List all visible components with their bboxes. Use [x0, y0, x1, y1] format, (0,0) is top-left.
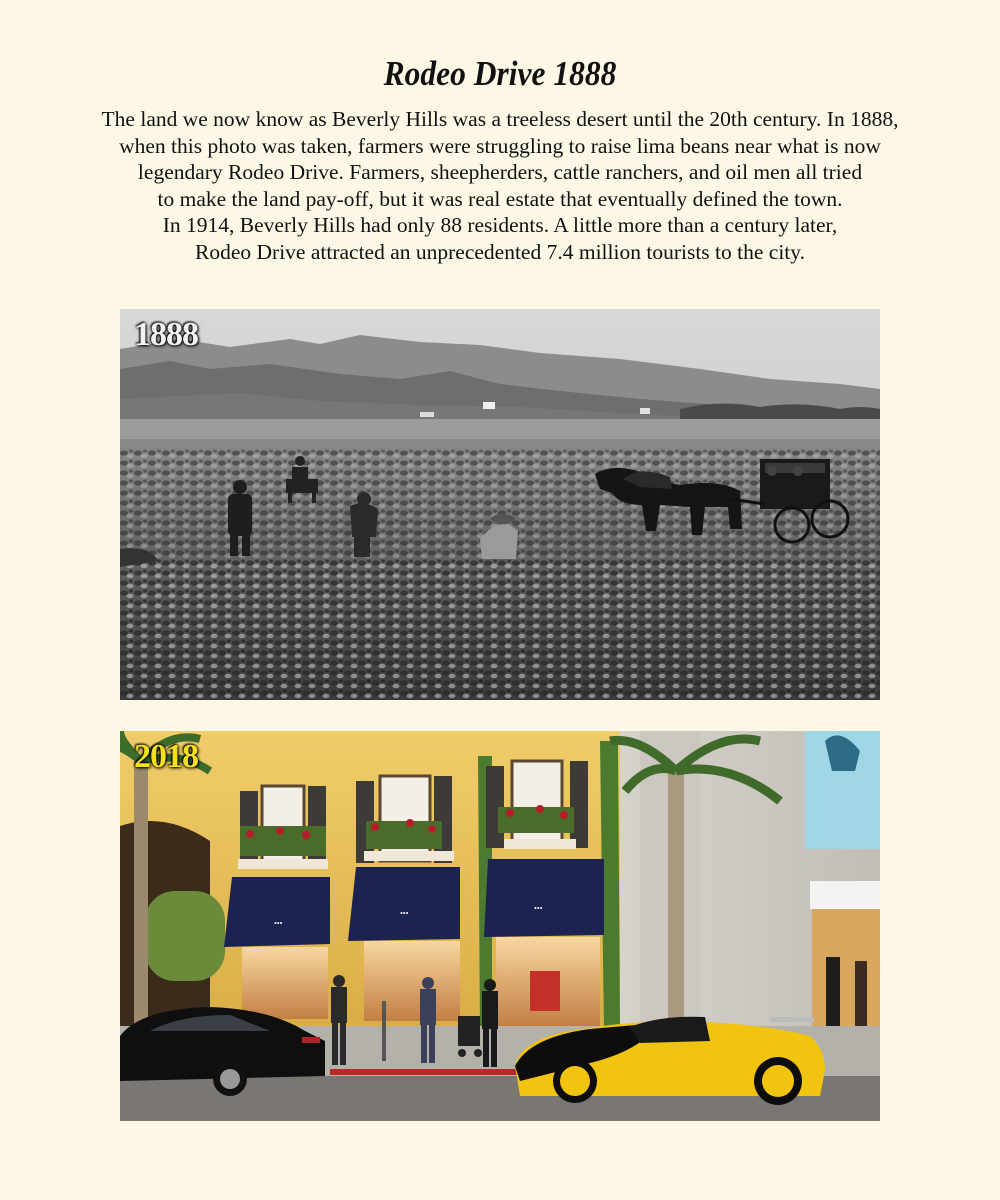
svg-text:•••: ••• [274, 919, 283, 928]
intro-line: Rodeo Drive attracted an unprecedented 7.4 million tourists to the city. [195, 239, 805, 264]
intro-line: legendary Rodeo Drive. Farmers, sheepherders, cattle ranchers, and oil men all tried [137, 160, 863, 185]
svg-text:•••: ••• [534, 904, 543, 913]
year-label-2018: 2018 [134, 738, 198, 775]
store-awning [224, 877, 330, 947]
shop-window [242, 947, 328, 1019]
modern-photo-image [120, 731, 880, 1121]
modern-photo-2018 [120, 731, 880, 1121]
intro-paragraph [70, 106, 930, 266]
upper-window [238, 786, 328, 869]
parking-meter [382, 1001, 386, 1061]
intro-line: In 1914, Beverly Hills had only 88 residents. A little more than a century later, [162, 213, 838, 238]
intro-line: to make the land pay-off, but it was real estate that eventually defined the town. [157, 186, 843, 211]
distant-house [483, 402, 495, 409]
year-label-1888: 1888 [134, 316, 198, 353]
historic-photo-image [120, 309, 880, 700]
page-title: Rodeo Drive 1888 [383, 54, 617, 93]
svg-text:•••: ••• [400, 909, 409, 918]
store-awning [484, 859, 604, 937]
store-awning [348, 867, 460, 941]
upper-window [356, 776, 454, 863]
shop-window [364, 941, 460, 1021]
historic-photo-1888 [120, 309, 880, 700]
intro-line: The land we now know as Beverly Hills was a treeless desert until the 20th century. In 1888, [101, 107, 899, 131]
intro-line: when this photo was taken, farmers were struggling to raise lima beans near what is now [119, 133, 881, 158]
